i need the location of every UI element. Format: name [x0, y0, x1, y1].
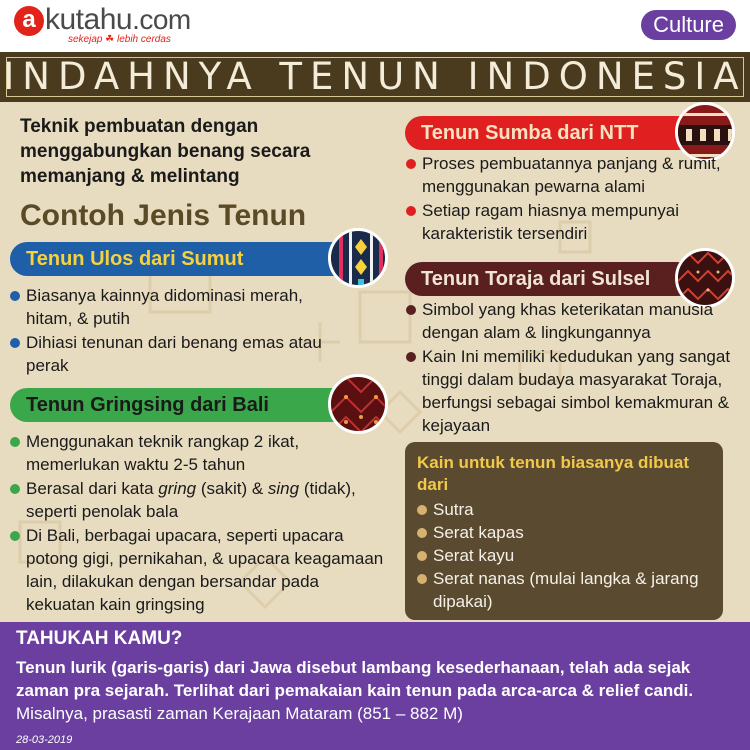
bullet-dot [10, 291, 20, 301]
list-item: Setiap ragam hiasnya mempunyai karakteristik tersendiri [406, 199, 750, 245]
sumba-banner: Tenun Sumba dari NTT [405, 116, 695, 150]
list-item: Menggunakan teknik rangkap 2 ikat, memerlukan waktu 2-5 tahun [10, 430, 390, 476]
list-item: Serat kapas [417, 521, 711, 544]
list-item: Biasanya kainnya didominasi merah, hitam, & putih [10, 284, 330, 330]
sumba-bullet-list [406, 152, 750, 246]
gringsing-bullet-list [10, 430, 390, 617]
bullet-dot [10, 437, 20, 447]
list-item: Berasal dari kata gring (sakit) & sing (tidak), seperti penolak bala [10, 477, 390, 523]
gringsing-fabric-thumbnail [328, 374, 388, 434]
akutahu-logo[interactable] [14, 4, 191, 36]
toraja-bullet-list [406, 298, 750, 438]
footer-title: TAHUKAH KAMU? [16, 628, 183, 649]
toraja-banner: Tenun Toraja dari Sulsel [405, 262, 695, 296]
list-item: Serat nanas (mulai langka & jarang dipakai) [417, 567, 711, 613]
bullet-dot [10, 531, 20, 541]
logo-letter-a: a [14, 6, 44, 36]
ulos-bullet-list [10, 284, 330, 378]
logo-tagline: sekejap ☘ lebih cerdas [68, 34, 171, 45]
logo-domain: .com [132, 4, 191, 35]
footer-text-bold: Tenun lurik (garis-garis) dari Jawa disebut lambang kesederhanaan, telah ada sejak zaman pra sejarah. Terlihat dari pemakaian kain tenun pada arca-arca & relief candi. [16, 658, 694, 700]
main-panel [0, 102, 750, 622]
list-item: Simbol yang khas keterikatan manusia dengan alam & lingkungannya [406, 298, 750, 344]
title-band [0, 52, 750, 102]
bullet-dot [406, 206, 416, 216]
list-item: Serat kayu [417, 544, 711, 567]
section-heading: Contoh Jenis Tenun [20, 199, 307, 232]
word-sing: sing [267, 479, 300, 498]
page-title: INDAHNYA TENUN INDONESIA [3, 55, 747, 98]
ulos-banner: Tenun Ulos dari Sumut [10, 242, 350, 276]
bullet-dot [10, 338, 20, 348]
gringsing-banner: Tenun Gringsing dari Bali [10, 388, 350, 422]
fiber-materials-box [405, 442, 723, 620]
bullet-dot [10, 484, 20, 494]
bullet-dot [417, 574, 427, 584]
bullet-dot [417, 505, 427, 515]
footer-text-regular: Misalnya, prasasti zaman Kerajaan Mataram (851 – 882 M) [16, 704, 463, 723]
list-item: Kain Ini memiliki kedudukan yang sangat tinggi dalam budaya masyarakat Toraja, berfungsi sebagai simbol kemakmuran & kejayaan [406, 345, 750, 437]
bullet-dot [406, 352, 416, 362]
intro-text: Teknik pembuatan dengan menggabungkan benang secara memanjang & melintang [20, 116, 311, 187]
logo-name: kutahu [45, 3, 133, 36]
bullet-dot [417, 528, 427, 538]
list-item: Proses pembuatannya panjang & rumit, menggunakan pewarna alami [406, 152, 750, 198]
list-item: Sutra [417, 498, 711, 521]
list-item: Dihiasi tenunan dari benang emas atau perak [10, 331, 330, 377]
word-gring: gring [158, 479, 197, 498]
footer-text [16, 656, 734, 725]
bullet-dot [406, 159, 416, 169]
list-item: Di Bali, berbagai upacara, seperti upacara potong gigi, pernikahan, & upacara keagamaan lain, dilakukan dengan bersandar pada kekuatan kain gringsing [10, 524, 390, 616]
did-you-know-footer [0, 622, 750, 750]
bullet-dot [417, 551, 427, 561]
logo-text [45, 4, 191, 36]
fiber-list [417, 498, 711, 613]
bullet-dot [406, 305, 416, 315]
category-badge[interactable]: Culture [641, 10, 736, 40]
fiber-box-title: Kain untuk tenun biasanya dibuat dari [417, 453, 690, 494]
header [0, 0, 750, 52]
publish-date: 28-03-2019 [16, 734, 73, 746]
ulos-fabric-thumbnail [328, 228, 388, 288]
